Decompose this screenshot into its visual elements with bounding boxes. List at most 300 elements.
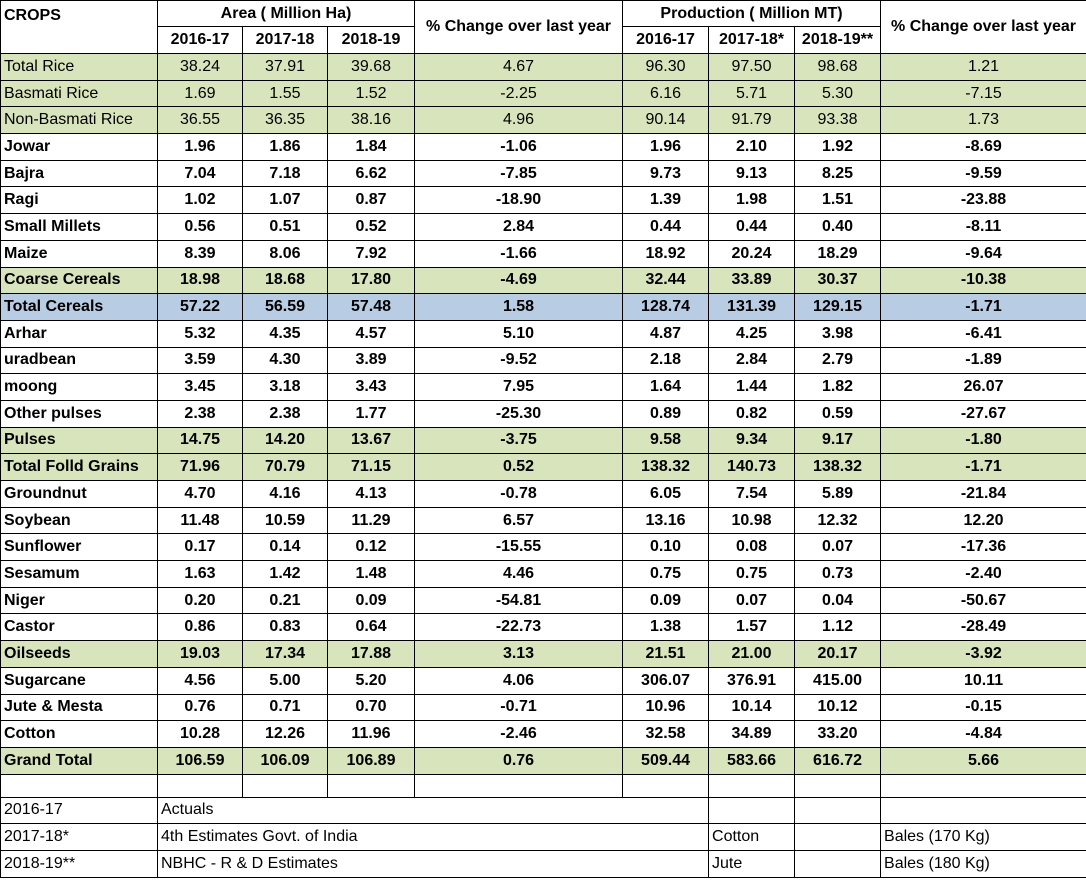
area-2017-18-cell: 3.18 (243, 374, 328, 401)
production-2018-19-cell: 1.92 (795, 134, 881, 161)
table-row (1, 347, 1086, 374)
area-2017-18-cell: 0.51 (243, 214, 328, 241)
area-2016-17-cell: 4.56 (158, 667, 243, 694)
legend-unit-crop (709, 797, 795, 824)
area-change-cell: 2.84 (415, 214, 623, 241)
area-change-cell: -2.25 (415, 80, 623, 107)
table-row (1, 427, 1086, 454)
production-2016-17-cell: 9.73 (623, 160, 709, 187)
production-2017-18-cell: 140.73 (709, 454, 795, 481)
production-change-cell: -1.89 (881, 347, 1086, 374)
production-2018-19-cell: 0.04 (795, 587, 881, 614)
production-2017-18-cell: 9.13 (709, 160, 795, 187)
table-row (1, 107, 1086, 134)
production-2017-18-cell: 1.57 (709, 614, 795, 641)
production-2016-17-cell: 6.16 (623, 80, 709, 107)
table-row (1, 187, 1086, 214)
production-2016-17-cell: 18.92 (623, 240, 709, 267)
crop-name-cell: Castor (1, 614, 158, 641)
production-2018-19-cell: 5.30 (795, 80, 881, 107)
production-2018-19-cell: 2.79 (795, 347, 881, 374)
production-header: Production ( Million MT) (623, 1, 881, 27)
production-2018-19-cell: 5.89 (795, 481, 881, 508)
production-change-cell: -2.40 (881, 561, 1086, 588)
production-change-cell: -1.71 (881, 454, 1086, 481)
table-row (1, 214, 1086, 241)
production-2016-17-cell: 128.74 (623, 294, 709, 321)
empty-cell (795, 824, 881, 851)
area-2016-17-cell: 36.55 (158, 107, 243, 134)
table-row (1, 294, 1086, 321)
crop-name-cell: Coarse Cereals (1, 267, 158, 294)
production-year-header: 2017-18* (709, 27, 795, 54)
production-2018-19-cell: 415.00 (795, 667, 881, 694)
production-2016-17-cell: 0.75 (623, 561, 709, 588)
area-2016-17-cell: 0.76 (158, 694, 243, 721)
production-2018-19-cell: 20.17 (795, 641, 881, 668)
production-change-cell: 12.20 (881, 507, 1086, 534)
crop-name-cell: Arhar (1, 320, 158, 347)
production-2018-19-cell: 0.07 (795, 534, 881, 561)
area-2016-17-cell: 8.39 (158, 240, 243, 267)
production-2016-17-cell: 4.87 (623, 320, 709, 347)
area-2017-18-cell: 2.38 (243, 400, 328, 427)
area-2018-19-cell: 38.16 (328, 107, 415, 134)
area-year-header: 2016-17 (158, 27, 243, 54)
area-2018-19-cell: 0.52 (328, 214, 415, 241)
production-2017-18-cell: 0.07 (709, 587, 795, 614)
area-2017-18-cell: 7.18 (243, 160, 328, 187)
production-2018-19-cell: 0.59 (795, 400, 881, 427)
production-2017-18-cell: 0.08 (709, 534, 795, 561)
production-2016-17-cell: 6.05 (623, 481, 709, 508)
legend-key: 2016-17 (1, 797, 158, 824)
production-change-cell: -3.92 (881, 641, 1086, 668)
area-2017-18-cell: 1.42 (243, 561, 328, 588)
area-header: Area ( Million Ha) (158, 1, 415, 27)
area-2018-19-cell: 39.68 (328, 54, 415, 81)
area-2018-19-cell: 71.15 (328, 454, 415, 481)
empty-cell (881, 774, 1086, 797)
table-row (1, 80, 1086, 107)
area-2018-19-cell: 7.92 (328, 240, 415, 267)
production-2016-17-cell: 1.39 (623, 187, 709, 214)
area-change-cell: -0.71 (415, 694, 623, 721)
production-2016-17-cell: 13.16 (623, 507, 709, 534)
area-2018-19-cell: 0.09 (328, 587, 415, 614)
table-row (1, 54, 1086, 81)
area-change-header: % Change over last year (415, 1, 623, 54)
crop-name-cell: Total Cereals (1, 294, 158, 321)
crop-name-cell: moong (1, 374, 158, 401)
table-row (1, 561, 1086, 588)
production-2017-18-cell: 33.89 (709, 267, 795, 294)
area-change-cell: -25.30 (415, 400, 623, 427)
crop-name-cell: Non-Basmati Rice (1, 107, 158, 134)
production-change-cell: -9.59 (881, 160, 1086, 187)
area-change-cell: 5.10 (415, 320, 623, 347)
area-2017-18-cell: 17.34 (243, 641, 328, 668)
production-2016-17-cell: 138.32 (623, 454, 709, 481)
area-2017-18-cell: 0.71 (243, 694, 328, 721)
legend-unit: Bales (180 Kg) (881, 850, 1086, 877)
area-2018-19-cell: 57.48 (328, 294, 415, 321)
area-2016-17-cell: 5.32 (158, 320, 243, 347)
crop-name-cell: Soybean (1, 507, 158, 534)
area-change-cell: 4.06 (415, 667, 623, 694)
table-row (1, 240, 1086, 267)
area-2016-17-cell: 10.28 (158, 721, 243, 748)
production-2017-18-cell: 1.98 (709, 187, 795, 214)
production-2018-19-cell: 18.29 (795, 240, 881, 267)
legend-row (1, 797, 1086, 824)
production-2016-17-cell: 96.30 (623, 54, 709, 81)
area-2016-17-cell: 1.02 (158, 187, 243, 214)
empty-cell (415, 774, 623, 797)
area-2016-17-cell: 1.96 (158, 134, 243, 161)
area-2018-19-cell: 0.87 (328, 187, 415, 214)
crop-name-cell: Total Folld Grains (1, 454, 158, 481)
area-2017-18-cell: 1.07 (243, 187, 328, 214)
table-row (1, 667, 1086, 694)
production-2016-17-cell: 1.64 (623, 374, 709, 401)
production-2017-18-cell: 20.24 (709, 240, 795, 267)
area-change-cell: -0.78 (415, 481, 623, 508)
table-row (1, 641, 1086, 668)
table-row (1, 507, 1086, 534)
production-change-cell: 26.07 (881, 374, 1086, 401)
area-change-cell: 7.95 (415, 374, 623, 401)
production-2018-19-cell: 30.37 (795, 267, 881, 294)
production-change-cell: 1.21 (881, 54, 1086, 81)
area-2016-17-cell: 0.17 (158, 534, 243, 561)
empty-cell (243, 774, 328, 797)
production-change-cell: -28.49 (881, 614, 1086, 641)
production-change-cell: -7.15 (881, 80, 1086, 107)
crop-name-cell: Jute & Mesta (1, 694, 158, 721)
area-2017-18-cell: 12.26 (243, 721, 328, 748)
area-change-cell: 0.52 (415, 454, 623, 481)
production-change-header: % Change over last year (881, 1, 1086, 54)
production-2016-17-cell: 509.44 (623, 747, 709, 774)
area-2018-19-cell: 3.89 (328, 347, 415, 374)
production-2017-18-cell: 10.14 (709, 694, 795, 721)
area-change-cell: 6.57 (415, 507, 623, 534)
production-2018-19-cell: 129.15 (795, 294, 881, 321)
crop-name-cell: Small Millets (1, 214, 158, 241)
production-change-cell: -17.36 (881, 534, 1086, 561)
area-2017-18-cell: 18.68 (243, 267, 328, 294)
crop-name-cell: Sesamum (1, 561, 158, 588)
production-2016-17-cell: 2.18 (623, 347, 709, 374)
production-2018-19-cell: 10.12 (795, 694, 881, 721)
area-2017-18-cell: 14.20 (243, 427, 328, 454)
area-2017-18-cell: 1.55 (243, 80, 328, 107)
area-year-header: 2018-19 (328, 27, 415, 54)
empty-cell (623, 774, 709, 797)
area-2018-19-cell: 0.64 (328, 614, 415, 641)
empty-cell (328, 774, 415, 797)
production-2018-19-cell: 1.82 (795, 374, 881, 401)
area-2018-19-cell: 106.89 (328, 747, 415, 774)
production-change-cell: -4.84 (881, 721, 1086, 748)
table-row (1, 374, 1086, 401)
production-2017-18-cell: 583.66 (709, 747, 795, 774)
area-2017-18-cell: 1.86 (243, 134, 328, 161)
production-year-header: 2016-17 (623, 27, 709, 54)
crop-name-cell: Niger (1, 587, 158, 614)
table-row (1, 721, 1086, 748)
area-2016-17-cell: 71.96 (158, 454, 243, 481)
production-2016-17-cell: 9.58 (623, 427, 709, 454)
crop-name-cell: Oilseeds (1, 641, 158, 668)
production-2016-17-cell: 1.96 (623, 134, 709, 161)
legend-key: 2018-19** (1, 850, 158, 877)
production-2016-17-cell: 1.38 (623, 614, 709, 641)
production-2017-18-cell: 97.50 (709, 54, 795, 81)
area-2016-17-cell: 18.98 (158, 267, 243, 294)
production-2018-19-cell: 0.73 (795, 561, 881, 588)
production-2018-19-cell: 616.72 (795, 747, 881, 774)
crop-name-cell: Bajra (1, 160, 158, 187)
area-2017-18-cell: 5.00 (243, 667, 328, 694)
table-row (1, 267, 1086, 294)
crop-name-cell: Pulses (1, 427, 158, 454)
production-2016-17-cell: 10.96 (623, 694, 709, 721)
production-change-cell: -27.67 (881, 400, 1086, 427)
area-2018-19-cell: 1.84 (328, 134, 415, 161)
table-row (1, 134, 1086, 161)
area-change-cell: -2.46 (415, 721, 623, 748)
area-change-cell: 1.58 (415, 294, 623, 321)
production-2018-19-cell: 3.98 (795, 320, 881, 347)
legend-description: Actuals (158, 797, 709, 824)
area-change-cell: -22.73 (415, 614, 623, 641)
empty-cell (795, 774, 881, 797)
area-2017-18-cell: 4.16 (243, 481, 328, 508)
area-2018-19-cell: 4.13 (328, 481, 415, 508)
area-2018-19-cell: 1.52 (328, 80, 415, 107)
production-2017-18-cell: 91.79 (709, 107, 795, 134)
production-change-cell: -10.38 (881, 267, 1086, 294)
production-2018-19-cell: 33.20 (795, 721, 881, 748)
table-row (1, 481, 1086, 508)
area-2017-18-cell: 0.21 (243, 587, 328, 614)
production-change-cell: -6.41 (881, 320, 1086, 347)
production-2018-19-cell: 9.17 (795, 427, 881, 454)
area-2018-19-cell: 6.62 (328, 160, 415, 187)
production-2017-18-cell: 2.10 (709, 134, 795, 161)
area-2018-19-cell: 13.67 (328, 427, 415, 454)
production-2016-17-cell: 32.44 (623, 267, 709, 294)
production-2017-18-cell: 34.89 (709, 721, 795, 748)
production-2016-17-cell: 0.44 (623, 214, 709, 241)
production-2016-17-cell: 21.51 (623, 641, 709, 668)
area-change-cell: -15.55 (415, 534, 623, 561)
area-2018-19-cell: 5.20 (328, 667, 415, 694)
area-2016-17-cell: 57.22 (158, 294, 243, 321)
area-change-cell: 4.67 (415, 54, 623, 81)
production-change-cell: 1.73 (881, 107, 1086, 134)
production-2018-19-cell: 1.12 (795, 614, 881, 641)
area-2016-17-cell: 3.59 (158, 347, 243, 374)
production-change-cell: -50.67 (881, 587, 1086, 614)
legend-key: 2017-18* (1, 824, 158, 851)
area-2018-19-cell: 11.29 (328, 507, 415, 534)
area-2018-19-cell: 11.96 (328, 721, 415, 748)
legend-row (1, 850, 1086, 877)
production-2018-19-cell: 93.38 (795, 107, 881, 134)
table-row (1, 534, 1086, 561)
production-2017-18-cell: 0.82 (709, 400, 795, 427)
table-row (1, 694, 1086, 721)
area-2016-17-cell: 0.86 (158, 614, 243, 641)
production-2017-18-cell: 0.75 (709, 561, 795, 588)
area-2017-18-cell: 106.09 (243, 747, 328, 774)
area-2016-17-cell: 0.56 (158, 214, 243, 241)
crop-name-cell: Sunflower (1, 534, 158, 561)
area-change-cell: 3.13 (415, 641, 623, 668)
production-2017-18-cell: 376.91 (709, 667, 795, 694)
crop-name-cell: Jowar (1, 134, 158, 161)
area-change-cell: 4.96 (415, 107, 623, 134)
crop-name-cell: Total Rice (1, 54, 158, 81)
production-2017-18-cell: 9.34 (709, 427, 795, 454)
area-2017-18-cell: 4.35 (243, 320, 328, 347)
production-2018-19-cell: 12.32 (795, 507, 881, 534)
area-2016-17-cell: 4.70 (158, 481, 243, 508)
header-row-1 (1, 1, 1086, 27)
area-2017-18-cell: 0.83 (243, 614, 328, 641)
area-year-header: 2017-18 (243, 27, 328, 54)
area-2016-17-cell: 2.38 (158, 400, 243, 427)
crop-name-cell: Maize (1, 240, 158, 267)
legend-description: NBHC - R & D Estimates (158, 850, 709, 877)
crop-name-cell: Basmati Rice (1, 80, 158, 107)
production-2018-19-cell: 138.32 (795, 454, 881, 481)
area-2016-17-cell: 11.48 (158, 507, 243, 534)
crop-name-cell: Ragi (1, 187, 158, 214)
area-change-cell: -1.06 (415, 134, 623, 161)
area-2018-19-cell: 1.48 (328, 561, 415, 588)
area-2018-19-cell: 3.43 (328, 374, 415, 401)
crop-name-cell: Cotton (1, 721, 158, 748)
legend-row (1, 824, 1086, 851)
area-2018-19-cell: 0.70 (328, 694, 415, 721)
area-change-cell: -18.90 (415, 187, 623, 214)
empty-cell (1, 774, 158, 797)
production-2018-19-cell: 1.51 (795, 187, 881, 214)
production-2017-18-cell: 0.44 (709, 214, 795, 241)
area-2017-18-cell: 10.59 (243, 507, 328, 534)
production-change-cell: 5.66 (881, 747, 1086, 774)
production-2018-19-cell: 0.40 (795, 214, 881, 241)
empty-cell (709, 774, 795, 797)
production-2017-18-cell: 4.25 (709, 320, 795, 347)
production-2016-17-cell: 0.89 (623, 400, 709, 427)
production-2017-18-cell: 2.84 (709, 347, 795, 374)
area-2016-17-cell: 7.04 (158, 160, 243, 187)
area-2018-19-cell: 0.12 (328, 534, 415, 561)
production-change-cell: -1.80 (881, 427, 1086, 454)
production-2018-19-cell: 98.68 (795, 54, 881, 81)
table-row (1, 747, 1086, 774)
area-2018-19-cell: 17.80 (328, 267, 415, 294)
production-2016-17-cell: 90.14 (623, 107, 709, 134)
production-2016-17-cell: 0.09 (623, 587, 709, 614)
crops-header: CROPS (1, 1, 158, 54)
production-change-cell: -9.64 (881, 240, 1086, 267)
production-2016-17-cell: 32.58 (623, 721, 709, 748)
production-2017-18-cell: 21.00 (709, 641, 795, 668)
table-row (1, 160, 1086, 187)
area-2017-18-cell: 0.14 (243, 534, 328, 561)
area-change-cell: -4.69 (415, 267, 623, 294)
crop-name-cell: Other pulses (1, 400, 158, 427)
production-change-cell: -21.84 (881, 481, 1086, 508)
empty-cell (795, 850, 881, 877)
area-2016-17-cell: 14.75 (158, 427, 243, 454)
area-change-cell: -1.66 (415, 240, 623, 267)
production-2017-18-cell: 10.98 (709, 507, 795, 534)
legend-unit-crop: Jute (709, 850, 795, 877)
area-2016-17-cell: 19.03 (158, 641, 243, 668)
area-change-cell: 4.46 (415, 561, 623, 588)
table-row (1, 454, 1086, 481)
table-row (1, 320, 1086, 347)
area-2016-17-cell: 38.24 (158, 54, 243, 81)
production-change-cell: -8.11 (881, 214, 1086, 241)
crop-name-cell: Groundnut (1, 481, 158, 508)
table-row (1, 400, 1086, 427)
crop-name-cell: Sugarcane (1, 667, 158, 694)
area-2018-19-cell: 1.77 (328, 400, 415, 427)
area-2017-18-cell: 37.91 (243, 54, 328, 81)
production-2017-18-cell: 131.39 (709, 294, 795, 321)
area-2018-19-cell: 4.57 (328, 320, 415, 347)
area-2016-17-cell: 1.69 (158, 80, 243, 107)
empty-cell (795, 797, 881, 824)
legend-unit-crop: Cotton (709, 824, 795, 851)
production-2017-18-cell: 1.44 (709, 374, 795, 401)
production-year-header: 2018-19** (795, 27, 881, 54)
area-2018-19-cell: 17.88 (328, 641, 415, 668)
production-change-cell: -23.88 (881, 187, 1086, 214)
production-2016-17-cell: 306.07 (623, 667, 709, 694)
legend-unit: Bales (170 Kg) (881, 824, 1086, 851)
spacer-row (1, 774, 1086, 797)
production-2016-17-cell: 0.10 (623, 534, 709, 561)
area-2017-18-cell: 56.59 (243, 294, 328, 321)
legend-unit (881, 797, 1086, 824)
production-2018-19-cell: 8.25 (795, 160, 881, 187)
area-2016-17-cell: 1.63 (158, 561, 243, 588)
area-2017-18-cell: 4.30 (243, 347, 328, 374)
production-change-cell: -1.71 (881, 294, 1086, 321)
area-2017-18-cell: 36.35 (243, 107, 328, 134)
area-change-cell: 0.76 (415, 747, 623, 774)
area-change-cell: -9.52 (415, 347, 623, 374)
area-2017-18-cell: 8.06 (243, 240, 328, 267)
table-row (1, 587, 1086, 614)
table-row (1, 614, 1086, 641)
area-2016-17-cell: 0.20 (158, 587, 243, 614)
production-change-cell: -0.15 (881, 694, 1086, 721)
production-change-cell: 10.11 (881, 667, 1086, 694)
legend-description: 4th Estimates Govt. of India (158, 824, 709, 851)
area-2016-17-cell: 3.45 (158, 374, 243, 401)
empty-cell (158, 774, 243, 797)
